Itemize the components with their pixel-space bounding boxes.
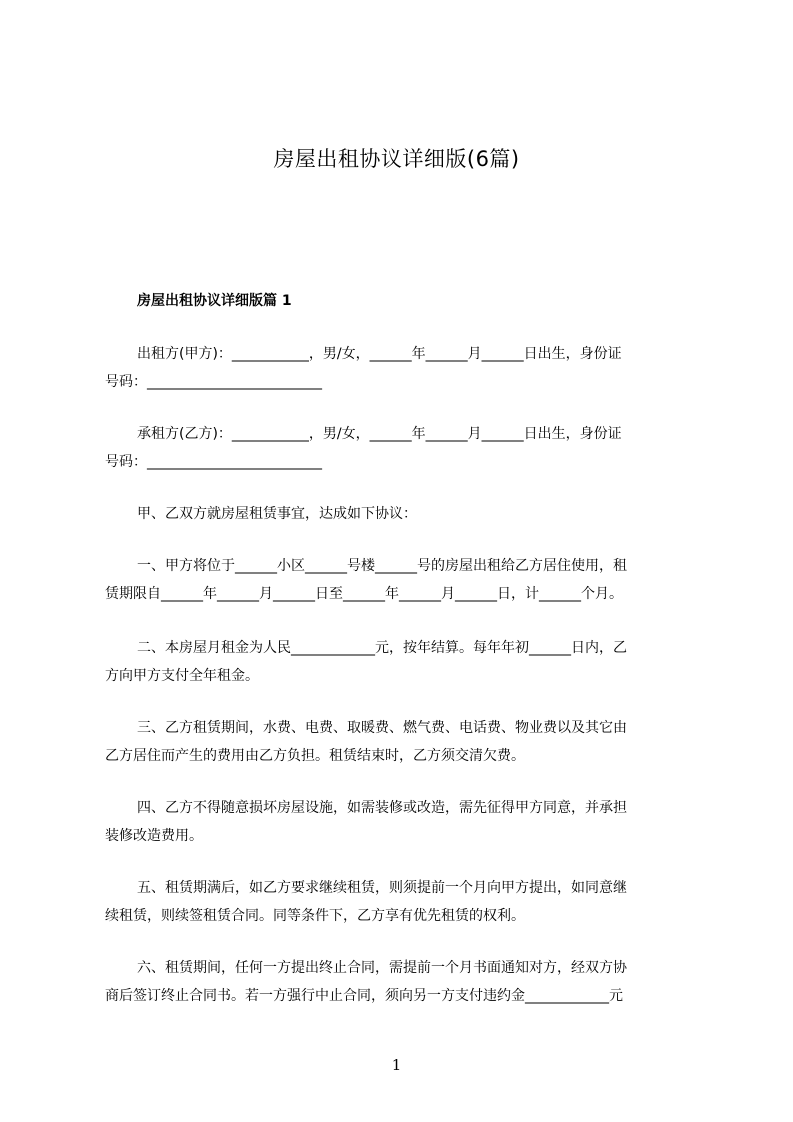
paragraph-clause-1 [105,552,705,608]
paragraph-line: 装修改造费用。 [105,828,203,844]
paragraph-line: 三、乙方租赁期间，水费、电费、取暖费、燃气费、电话费、物业费以及其它由 [137,720,627,736]
paragraph-line: 二、本房屋月租金为人民____________元，按年结算。每年年初______日内，乙 [137,640,627,656]
paragraph-line: 出租方(甲方)：___________，男/女，______年______月______日出生，身份证 [137,346,622,362]
paragraph-lessor-info [105,340,705,396]
paragraph-line: 方向甲方支付全年租金。 [105,668,259,684]
paragraph-line: 四、乙方不得随意损坏房屋设施，如需装修或改造，需先征得甲方同意，并承担 [137,800,627,816]
paragraph-lessee-info [105,420,705,476]
paragraph-line: 承租方(乙方)：___________，男/女，______年______月______日出生，身份证 [137,426,622,442]
document-title: 房屋出租协议详细版(6篇) [273,147,520,171]
page-number: 1 [391,1056,402,1074]
paragraph-clause-4 [105,794,705,850]
paragraph-line: 号码：_________________________ [105,374,322,390]
paragraph-line: 续租赁，则续签租赁合同。同等条件下，乙方享有优先租赁的权利。 [105,908,525,924]
paragraph-line: 六、租赁期间，任何一方提出终止合同，需提前一个月书面通知对方，经双方协 [137,960,627,976]
paragraph-line: 乙方居住而产生的费用由乙方负担。租赁结束时，乙方须交清欠费。 [105,748,525,764]
paragraph-clause-6 [105,954,705,1010]
paragraph-line: 一、甲方将位于______小区______号楼______号的房屋出租给乙方居住使用，租 [137,558,627,574]
paragraph-clause-5 [105,874,705,930]
paragraph-line: 商后签订终止合同书。若一方强行中止合同，须向另一方支付违约金____________元 [105,988,623,1004]
paragraph-line: 五、租赁期满后，如乙方要求继续租赁，则须提前一个月向甲方提出，如同意继 [137,880,627,896]
paragraph-clause-2 [105,634,705,690]
paragraph-agreement-intro [105,500,705,528]
paragraph-clause-3 [105,714,705,770]
paragraph-line: 号码：_________________________ [105,454,322,470]
section-heading: 房屋出租协议详细版篇 1 [137,293,292,309]
paragraph-line: 甲、乙双方就房屋租赁事宜，达成如下协议： [137,506,417,522]
paragraph-line: 赁期限自______年______月______日至______年______月______日，计______个月。 [105,586,623,602]
